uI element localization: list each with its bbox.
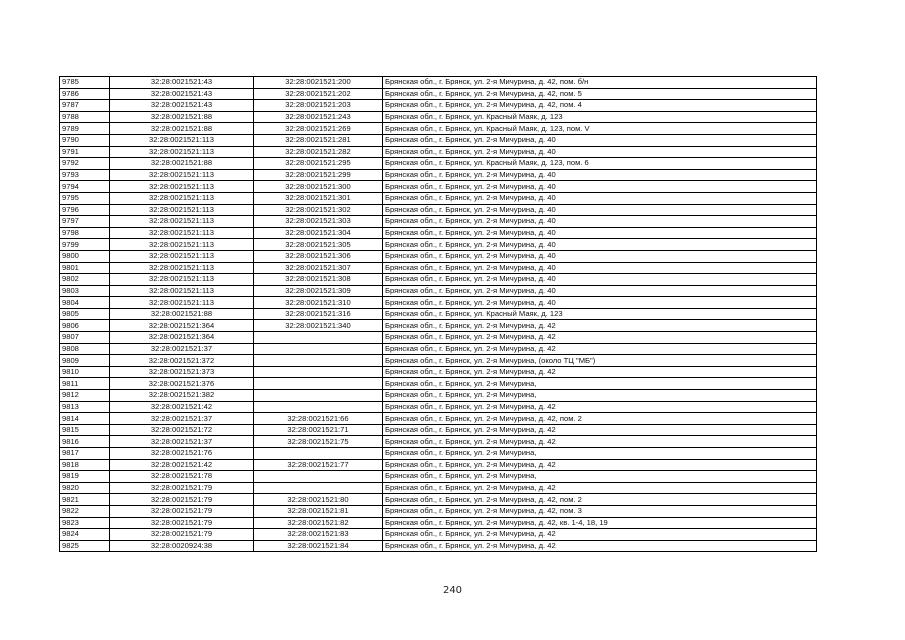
cadastral-number-cell: 32:28:0021521:37 <box>110 436 254 448</box>
object-cadastral-number-cell: 32:28:0021521:302 <box>254 204 383 216</box>
object-cadastral-number-cell: 32:28:0021521:307 <box>254 262 383 274</box>
object-cadastral-number-cell: 32:28:0021521:203 <box>254 100 383 112</box>
cadastral-number-cell: 32:28:0021521:113 <box>110 146 254 158</box>
table-row <box>60 482 817 494</box>
object-cadastral-number-cell: 32:28:0021521:300 <box>254 181 383 193</box>
cadastral-number-cell: 32:28:0021521:113 <box>110 192 254 204</box>
row-number-cell: 9814 <box>60 413 110 425</box>
address-cell: Брянская обл., г. Брянск, ул. 2-я Мичурина, д. 42 <box>383 529 817 541</box>
table-row <box>60 424 817 436</box>
table-row <box>60 448 817 460</box>
table-row <box>60 459 817 471</box>
cadastral-number-cell: 32:28:0021521:79 <box>110 494 254 506</box>
address-cell: Брянская обл., г. Брянск, ул. 2-я Мичурина, д. 42 <box>383 343 817 355</box>
address-cell: Брянская обл., г. Брянск, ул. 2-я Мичурина, д. 42 <box>383 540 817 552</box>
row-number-cell: 9801 <box>60 262 110 274</box>
cadastral-number-cell: 32:28:0021521:113 <box>110 169 254 181</box>
table-row <box>60 88 817 100</box>
row-number-cell: 9790 <box>60 134 110 146</box>
address-cell: Брянская обл., г. Брянск, ул. 2-я Мичурина, д. 40 <box>383 250 817 262</box>
object-cadastral-number-cell: 32:28:0021521:202 <box>254 88 383 100</box>
cadastral-number-cell: 32:28:0021521:37 <box>110 413 254 425</box>
row-number-cell: 9787 <box>60 100 110 112</box>
table-row <box>60 250 817 262</box>
object-cadastral-number-cell <box>254 332 383 344</box>
row-number-cell: 9793 <box>60 169 110 181</box>
object-cadastral-number-cell <box>254 448 383 460</box>
cadastral-number-cell: 32:28:0021521:382 <box>110 390 254 402</box>
object-cadastral-number-cell <box>254 355 383 367</box>
address-cell: Брянская обл., г. Брянск, ул. 2-я Мичурина, д. 42 <box>383 332 817 344</box>
table-row <box>60 158 817 170</box>
row-number-cell: 9820 <box>60 482 110 494</box>
cadastral-number-cell: 32:28:0021521:364 <box>110 332 254 344</box>
table-row <box>60 274 817 286</box>
table-row <box>60 413 817 425</box>
row-number-cell: 9788 <box>60 111 110 123</box>
object-cadastral-number-cell: 32:28:0021521:75 <box>254 436 383 448</box>
table-row <box>60 332 817 344</box>
address-cell: Брянская обл., г. Брянск, ул. 2-я Мичурина, д. 40 <box>383 192 817 204</box>
row-number-cell: 9798 <box>60 227 110 239</box>
cadastral-number-cell: 32:28:0021521:364 <box>110 320 254 332</box>
row-number-cell: 9791 <box>60 146 110 158</box>
table-row <box>60 343 817 355</box>
row-number-cell: 9816 <box>60 436 110 448</box>
row-number-cell: 9809 <box>60 355 110 367</box>
address-cell: Брянская обл., г. Брянск, ул. 2-я Мичурина, д. 42, пом. 5 <box>383 88 817 100</box>
table-row <box>60 123 817 135</box>
cadastral-number-cell: 32:28:0021521:88 <box>110 158 254 170</box>
address-cell: Брянская обл., г. Брянск, ул. 2-я Мичурина, д. 42, пом. 2 <box>383 413 817 425</box>
cadastral-number-cell: 32:28:0021521:373 <box>110 366 254 378</box>
cadastral-number-cell: 32:28:0021521:113 <box>110 216 254 228</box>
row-number-cell: 9797 <box>60 216 110 228</box>
object-cadastral-number-cell: 32:28:0021521:71 <box>254 424 383 436</box>
table-row <box>60 540 817 552</box>
address-cell: Брянская обл., г. Брянск, ул. Красный Маяк, д. 123 <box>383 111 817 123</box>
row-number-cell: 9803 <box>60 285 110 297</box>
address-cell: Брянская обл., г. Брянск, ул. 2-я Мичурина, д. 40 <box>383 134 817 146</box>
table-row <box>60 390 817 402</box>
table-row <box>60 192 817 204</box>
address-cell: Брянская обл., г. Брянск, ул. 2-я Мичурина, д. 42 <box>383 401 817 413</box>
object-cadastral-number-cell: 32:28:0021521:303 <box>254 216 383 228</box>
object-cadastral-number-cell: 32:28:0021521:66 <box>254 413 383 425</box>
object-cadastral-number-cell <box>254 343 383 355</box>
table-row <box>60 529 817 541</box>
table-row <box>60 169 817 181</box>
page-number: 240 <box>442 585 463 596</box>
table-row <box>60 401 817 413</box>
address-cell: Брянская обл., г. Брянск, ул. 2-я Мичурина, д. 40 <box>383 169 817 181</box>
row-number-cell: 9821 <box>60 494 110 506</box>
cadastral-number-cell: 32:28:0021521:113 <box>110 204 254 216</box>
address-cell: Брянская обл., г. Брянск, ул. 2-я Мичурина, д. 40 <box>383 285 817 297</box>
table-row <box>60 239 817 251</box>
cadastral-number-cell: 32:28:0021521:88 <box>110 308 254 320</box>
row-number-cell: 9785 <box>60 77 110 89</box>
object-cadastral-number-cell: 32:28:0021521:200 <box>254 77 383 89</box>
address-cell: Брянская обл., г. Брянск, ул. 2-я Мичурина, д. 42 <box>383 459 817 471</box>
object-cadastral-number-cell <box>254 482 383 494</box>
object-cadastral-number-cell: 32:28:0021521:84 <box>254 540 383 552</box>
row-number-cell: 9812 <box>60 390 110 402</box>
row-number-cell: 9823 <box>60 517 110 529</box>
row-number-cell: 9794 <box>60 181 110 193</box>
object-cadastral-number-cell: 32:28:0021521:243 <box>254 111 383 123</box>
table-row <box>60 505 817 517</box>
cadastral-number-cell: 32:28:0021521:43 <box>110 88 254 100</box>
object-cadastral-number-cell: 32:28:0021521:82 <box>254 517 383 529</box>
address-cell: Брянская обл., г. Брянск, ул. Красный Маяк, д. 123, пом. V <box>383 123 817 135</box>
table-row <box>60 517 817 529</box>
row-number-cell: 9786 <box>60 88 110 100</box>
object-cadastral-number-cell: 32:28:0021521:77 <box>254 459 383 471</box>
address-cell: Брянская обл., г. Брянск, ул. 2-я Мичурина, д. 40 <box>383 274 817 286</box>
table-row <box>60 111 817 123</box>
cadastral-number-cell: 32:28:0021521:113 <box>110 239 254 251</box>
cadastral-number-cell: 32:28:0021521:113 <box>110 134 254 146</box>
address-cell: Брянская обл., г. Брянск, ул. 2-я Мичурина, д. 40 <box>383 204 817 216</box>
address-cell: Брянская обл., г. Брянск, ул. 2-я Мичурина, д. 40 <box>383 216 817 228</box>
cadastral-number-cell: 32:28:0021521:113 <box>110 250 254 262</box>
object-cadastral-number-cell <box>254 366 383 378</box>
object-cadastral-number-cell: 32:28:0021521:340 <box>254 320 383 332</box>
row-number-cell: 9825 <box>60 540 110 552</box>
address-cell: Брянская обл., г. Брянск, ул. 2-я Мичурина, д. 40 <box>383 146 817 158</box>
row-number-cell: 9810 <box>60 366 110 378</box>
cadastral-number-cell: 32:28:0021521:113 <box>110 274 254 286</box>
object-cadastral-number-cell <box>254 401 383 413</box>
cadastral-number-cell: 32:28:0021521:79 <box>110 505 254 517</box>
object-cadastral-number-cell <box>254 471 383 483</box>
table-row <box>60 320 817 332</box>
object-cadastral-number-cell: 32:28:0021521:310 <box>254 297 383 309</box>
object-cadastral-number-cell: 32:28:0021521:81 <box>254 505 383 517</box>
cadastral-number-cell: 32:28:0021521:79 <box>110 482 254 494</box>
row-number-cell: 9795 <box>60 192 110 204</box>
address-cell: Брянская обл., г. Брянск, ул. 2-я Мичурина, д. 42 <box>383 424 817 436</box>
cadastral-number-cell: 32:28:0021521:88 <box>110 123 254 135</box>
row-number-cell: 9817 <box>60 448 110 460</box>
cadastral-number-cell: 32:28:0021521:113 <box>110 262 254 274</box>
cadastral-number-cell: 32:28:0021521:43 <box>110 77 254 89</box>
cadastral-number-cell: 32:28:0021521:43 <box>110 100 254 112</box>
row-number-cell: 9815 <box>60 424 110 436</box>
address-cell: Брянская обл., г. Брянск, ул. 2-я Мичурина, д. 42, пом. 3 <box>383 505 817 517</box>
object-cadastral-number-cell: 32:28:0021521:306 <box>254 250 383 262</box>
table-row <box>60 494 817 506</box>
object-cadastral-number-cell: 32:28:0021521:299 <box>254 169 383 181</box>
table-row <box>60 285 817 297</box>
row-number-cell: 9824 <box>60 529 110 541</box>
row-number-cell: 9806 <box>60 320 110 332</box>
object-cadastral-number-cell: 32:28:0021521:282 <box>254 146 383 158</box>
row-number-cell: 9822 <box>60 505 110 517</box>
row-number-cell: 9796 <box>60 204 110 216</box>
row-number-cell: 9805 <box>60 308 110 320</box>
table-row <box>60 146 817 158</box>
table-row <box>60 181 817 193</box>
table-row <box>60 308 817 320</box>
table-row <box>60 436 817 448</box>
object-cadastral-number-cell: 32:28:0021521:305 <box>254 239 383 251</box>
cadastral-number-cell: 32:28:0021521:76 <box>110 448 254 460</box>
address-cell: Брянская обл., г. Брянск, ул. 2-я Мичурина, д. 40 <box>383 262 817 274</box>
address-cell: Брянская обл., г. Брянск, ул. 2-я Мичурина, <box>383 448 817 460</box>
cadastral-number-cell: 32:28:0021521:72 <box>110 424 254 436</box>
cadastral-number-cell: 32:28:0021521:88 <box>110 111 254 123</box>
address-cell: Брянская обл., г. Брянск, ул. 2-я Мичурина, д. 42, пом. 4 <box>383 100 817 112</box>
object-cadastral-number-cell <box>254 378 383 390</box>
table-row <box>60 227 817 239</box>
address-cell: Брянская обл., г. Брянск, ул. 2-я Мичурина, (около ТЦ "МБ") <box>383 355 817 367</box>
table-row <box>60 378 817 390</box>
registry-table-body <box>60 77 817 552</box>
table-row <box>60 366 817 378</box>
address-cell: Брянская обл., г. Брянск, ул. 2-я Мичурина, д. 42 <box>383 436 817 448</box>
table-row <box>60 204 817 216</box>
object-cadastral-number-cell: 32:28:0021521:308 <box>254 274 383 286</box>
address-cell: Брянская обл., г. Брянск, ул. 2-я Мичурина, д. 42 <box>383 366 817 378</box>
cadastral-number-cell: 32:28:0021521:79 <box>110 529 254 541</box>
row-number-cell: 9819 <box>60 471 110 483</box>
cadastral-number-cell: 32:28:0021521:79 <box>110 517 254 529</box>
cadastral-number-cell: 32:28:0021521:42 <box>110 401 254 413</box>
cadastral-number-cell: 32:28:0021521:78 <box>110 471 254 483</box>
table-row <box>60 134 817 146</box>
address-cell: Брянская обл., г. Брянск, ул. 2-я Мичурина, д. 42, пом. 2 <box>383 494 817 506</box>
address-cell: Брянская обл., г. Брянск, ул. 2-я Мичурина, <box>383 378 817 390</box>
row-number-cell: 9813 <box>60 401 110 413</box>
address-cell: Брянская обл., г. Брянск, ул. Красный Маяк, д. 123, пом. 6 <box>383 158 817 170</box>
cadastral-number-cell: 32:28:0020924:38 <box>110 540 254 552</box>
row-number-cell: 9804 <box>60 297 110 309</box>
object-cadastral-number-cell: 32:28:0021521:295 <box>254 158 383 170</box>
address-cell: Брянская обл., г. Брянск, ул. 2-я Мичурина, д. 42 <box>383 482 817 494</box>
row-number-cell: 9807 <box>60 332 110 344</box>
cadastral-number-cell: 32:28:0021521:113 <box>110 297 254 309</box>
object-cadastral-number-cell: 32:28:0021521:80 <box>254 494 383 506</box>
address-cell: Брянская обл., г. Брянск, ул. 2-я Мичурина, д. 40 <box>383 181 817 193</box>
row-number-cell: 9811 <box>60 378 110 390</box>
cadastral-number-cell: 32:28:0021521:113 <box>110 285 254 297</box>
table-row <box>60 216 817 228</box>
address-cell: Брянская обл., г. Брянск, ул. 2-я Мичурина, д. 40 <box>383 239 817 251</box>
row-number-cell: 9789 <box>60 123 110 135</box>
table-row <box>60 471 817 483</box>
row-number-cell: 9808 <box>60 343 110 355</box>
address-cell: Брянская обл., г. Брянск, ул. 2-я Мичурина, <box>383 471 817 483</box>
table-row <box>60 297 817 309</box>
object-cadastral-number-cell <box>254 390 383 402</box>
cadastral-number-cell: 32:28:0021521:113 <box>110 227 254 239</box>
table-row <box>60 77 817 89</box>
object-cadastral-number-cell: 32:28:0021521:316 <box>254 308 383 320</box>
cadastral-number-cell: 32:28:0021521:372 <box>110 355 254 367</box>
object-cadastral-number-cell: 32:28:0021521:304 <box>254 227 383 239</box>
object-cadastral-number-cell: 32:28:0021521:269 <box>254 123 383 135</box>
address-cell: Брянская обл., г. Брянск, ул. 2-я Мичурина, д. 40 <box>383 297 817 309</box>
address-cell: Брянская обл., г. Брянск, ул. 2-я Мичурина, д. 42, пом. б/н <box>383 77 817 89</box>
address-cell: Брянская обл., г. Брянск, ул. 2-я Мичурина, д. 42 <box>383 320 817 332</box>
address-cell: Брянская обл., г. Брянск, ул. 2-я Мичурина, д. 42, кв. 1-4, 18, 19 <box>383 517 817 529</box>
table-row <box>60 100 817 112</box>
row-number-cell: 9799 <box>60 239 110 251</box>
object-cadastral-number-cell: 32:28:0021521:281 <box>254 134 383 146</box>
row-number-cell: 9792 <box>60 158 110 170</box>
table-row <box>60 355 817 367</box>
registry-table <box>59 76 817 552</box>
address-cell: Брянская обл., г. Брянск, ул. 2-я Мичурина, <box>383 390 817 402</box>
address-cell: Брянская обл., г. Брянск, ул. 2-я Мичурина, д. 40 <box>383 227 817 239</box>
address-cell: Брянская обл., г. Брянск, ул. Красный Маяк, д. 123 <box>383 308 817 320</box>
object-cadastral-number-cell: 32:28:0021521:309 <box>254 285 383 297</box>
row-number-cell: 9802 <box>60 274 110 286</box>
object-cadastral-number-cell: 32:28:0021521:301 <box>254 192 383 204</box>
cadastral-number-cell: 32:28:0021521:37 <box>110 343 254 355</box>
row-number-cell: 9818 <box>60 459 110 471</box>
cadastral-number-cell: 32:28:0021521:42 <box>110 459 254 471</box>
object-cadastral-number-cell: 32:28:0021521:83 <box>254 529 383 541</box>
cadastral-number-cell: 32:28:0021521:113 <box>110 181 254 193</box>
cadastral-number-cell: 32:28:0021521:376 <box>110 378 254 390</box>
table-row <box>60 262 817 274</box>
row-number-cell: 9800 <box>60 250 110 262</box>
